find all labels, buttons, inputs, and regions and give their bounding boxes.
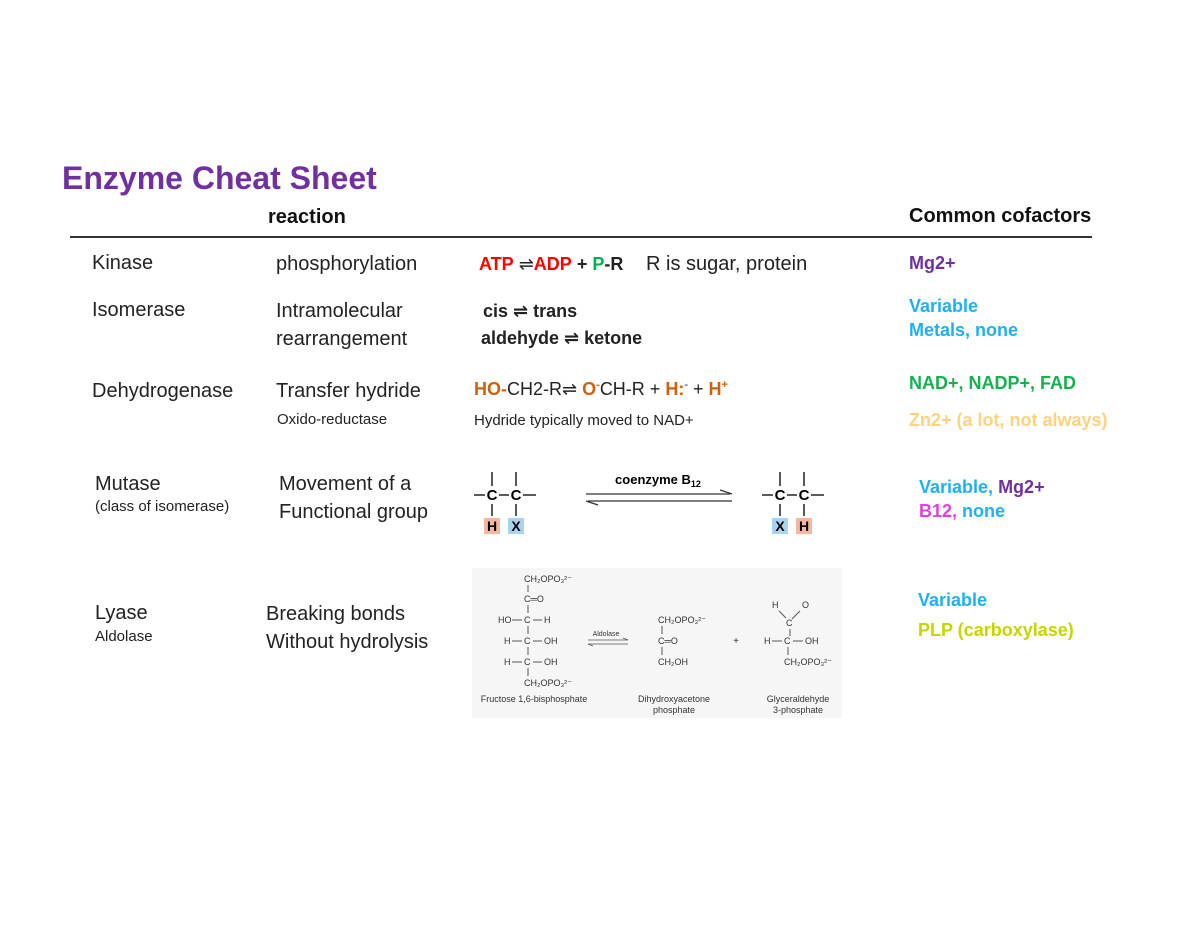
svg-text:H: H <box>798 518 810 534</box>
g3p-label-line1: Glyceraldehyde <box>766 694 830 704</box>
isomerase-eq-aldehyde-ketone: aldehyde ⇌ ketone <box>481 328 643 348</box>
svg-text:H: H <box>764 636 771 646</box>
dhap-label-line2: phosphate <box>652 705 696 715</box>
dehydrogenase-name: Dehydrogenase <box>92 380 234 402</box>
svg-text:C: C <box>784 636 791 646</box>
lyase-type-line2: Without hydrolysis <box>266 631 429 653</box>
fructose-label: Fructose 1,6-bisphosphate <box>480 694 588 704</box>
svg-text:C═O: C═O <box>524 594 544 604</box>
mutase-type-line2: Functional group <box>279 501 428 523</box>
svg-text:C: C <box>524 657 531 667</box>
svg-text:C: C <box>798 487 810 504</box>
svg-text:H: H <box>486 518 498 534</box>
svg-text:C: C <box>524 615 531 625</box>
svg-text:CH₂OPO₃²⁻: CH₂OPO₃²⁻ <box>784 657 832 667</box>
lyase-cofactor-line1: Variable <box>918 590 988 610</box>
lyase-name: Lyase <box>95 602 148 624</box>
header-divider <box>70 236 1092 238</box>
kinase-equation: ATP ⇌ADP + P-R <box>479 254 624 274</box>
dehydrogenase-type: Transfer hydride <box>276 380 421 402</box>
svg-text:C: C <box>510 487 522 504</box>
dehydrogenase-note: Hydride typically moved to NAD+ <box>474 412 694 429</box>
svg-text:H: H <box>504 636 511 646</box>
dehydrogenase-cofactor-line2: Zn2+ (a lot, not always) <box>909 410 1108 430</box>
dehydrogenase-subtype: Oxido-reductase <box>277 411 388 428</box>
svg-text:X: X <box>511 518 521 534</box>
g3p-label-line2: 3-phosphate <box>772 705 824 715</box>
mutase-equilibrium-arrows <box>586 472 732 505</box>
svg-text:C: C <box>786 618 793 628</box>
svg-text:C: C <box>486 487 498 504</box>
dehydrogenase-cofactor-line1: NAD+, NADP+, FAD <box>909 373 1077 393</box>
kinase-cofactor: Mg2+ <box>909 253 956 273</box>
isomerase-cofactor-line2: Metals, none <box>909 320 1019 340</box>
svg-text:HO: HO <box>498 615 512 625</box>
svg-text:C: C <box>774 487 786 504</box>
lyase-type-line1: Breaking bonds <box>266 603 405 625</box>
lyase-subname: Aldolase <box>95 628 153 645</box>
svg-text:OH: OH <box>805 636 819 646</box>
kinase-type: phosphorylation <box>276 253 418 275</box>
svg-text:CH₂OPO₃²⁻: CH₂OPO₃²⁻ <box>524 574 572 584</box>
mutase-reaction-diagram <box>468 464 838 540</box>
dhap-label-line1: Dihydroxyacetone <box>637 694 711 704</box>
svg-text:H: H <box>504 657 511 667</box>
aldolase-reaction-diagram <box>472 568 842 718</box>
page-title: Enzyme Cheat Sheet <box>62 160 377 196</box>
plus-sign: + <box>733 636 739 647</box>
header-cofactors: Common cofactors <box>909 205 1092 227</box>
svg-text:coenzyme B12: coenzyme $B_{12}$ <box>615 472 701 489</box>
isomerase-type-line2: rearrangement <box>276 328 408 350</box>
svg-text:CH₂OPO₃²⁻: CH₂OPO₃²⁻ <box>658 615 706 625</box>
isomerase-cofactor-line1: Variable <box>909 296 979 316</box>
svg-text:H: H <box>772 600 779 610</box>
svg-text:C═O: C═O <box>658 636 678 646</box>
svg-text:Aldolase: Aldolase <box>592 631 620 638</box>
kinase-name: Kinase <box>92 252 154 274</box>
svg-text:X: X <box>775 518 785 534</box>
lyase-cofactor-line2: PLP (carboxylase) <box>918 620 1074 640</box>
mutase-cofactor-line1: Variable, Mg2+ <box>919 477 1045 497</box>
header-reaction: reaction <box>268 206 346 228</box>
isomerase-name: Isomerase <box>92 299 186 321</box>
mutase-type-line1: Movement of a <box>279 473 412 495</box>
svg-text:OH: OH <box>544 657 558 667</box>
mutase-name: Mutase <box>95 473 161 495</box>
svg-text:CH₂OH: CH₂OH <box>658 657 688 667</box>
mutase-right-molecule <box>762 472 824 534</box>
svg-text:C: C <box>524 636 531 646</box>
mutase-cofactor-line2: B12, none <box>919 501 1006 521</box>
dehydrogenase-equation: HO-CH2-R⇌ O-CH-R + H:- + H+ <box>474 379 728 399</box>
kinase-note: R is sugar, protein <box>646 253 808 275</box>
isomerase-type-line1: Intramolecular <box>276 300 403 322</box>
svg-text:H: H <box>544 615 551 625</box>
mutase-subname: (class of isomerase) <box>95 498 230 515</box>
svg-text:OH: OH <box>544 636 558 646</box>
svg-text:O: O <box>802 600 810 610</box>
mutase-left-molecule <box>474 472 536 534</box>
isomerase-eq-cis-trans: cis ⇌ trans <box>483 301 578 321</box>
svg-text:CH₂OPO₃²⁻: CH₂OPO₃²⁻ <box>524 678 572 688</box>
